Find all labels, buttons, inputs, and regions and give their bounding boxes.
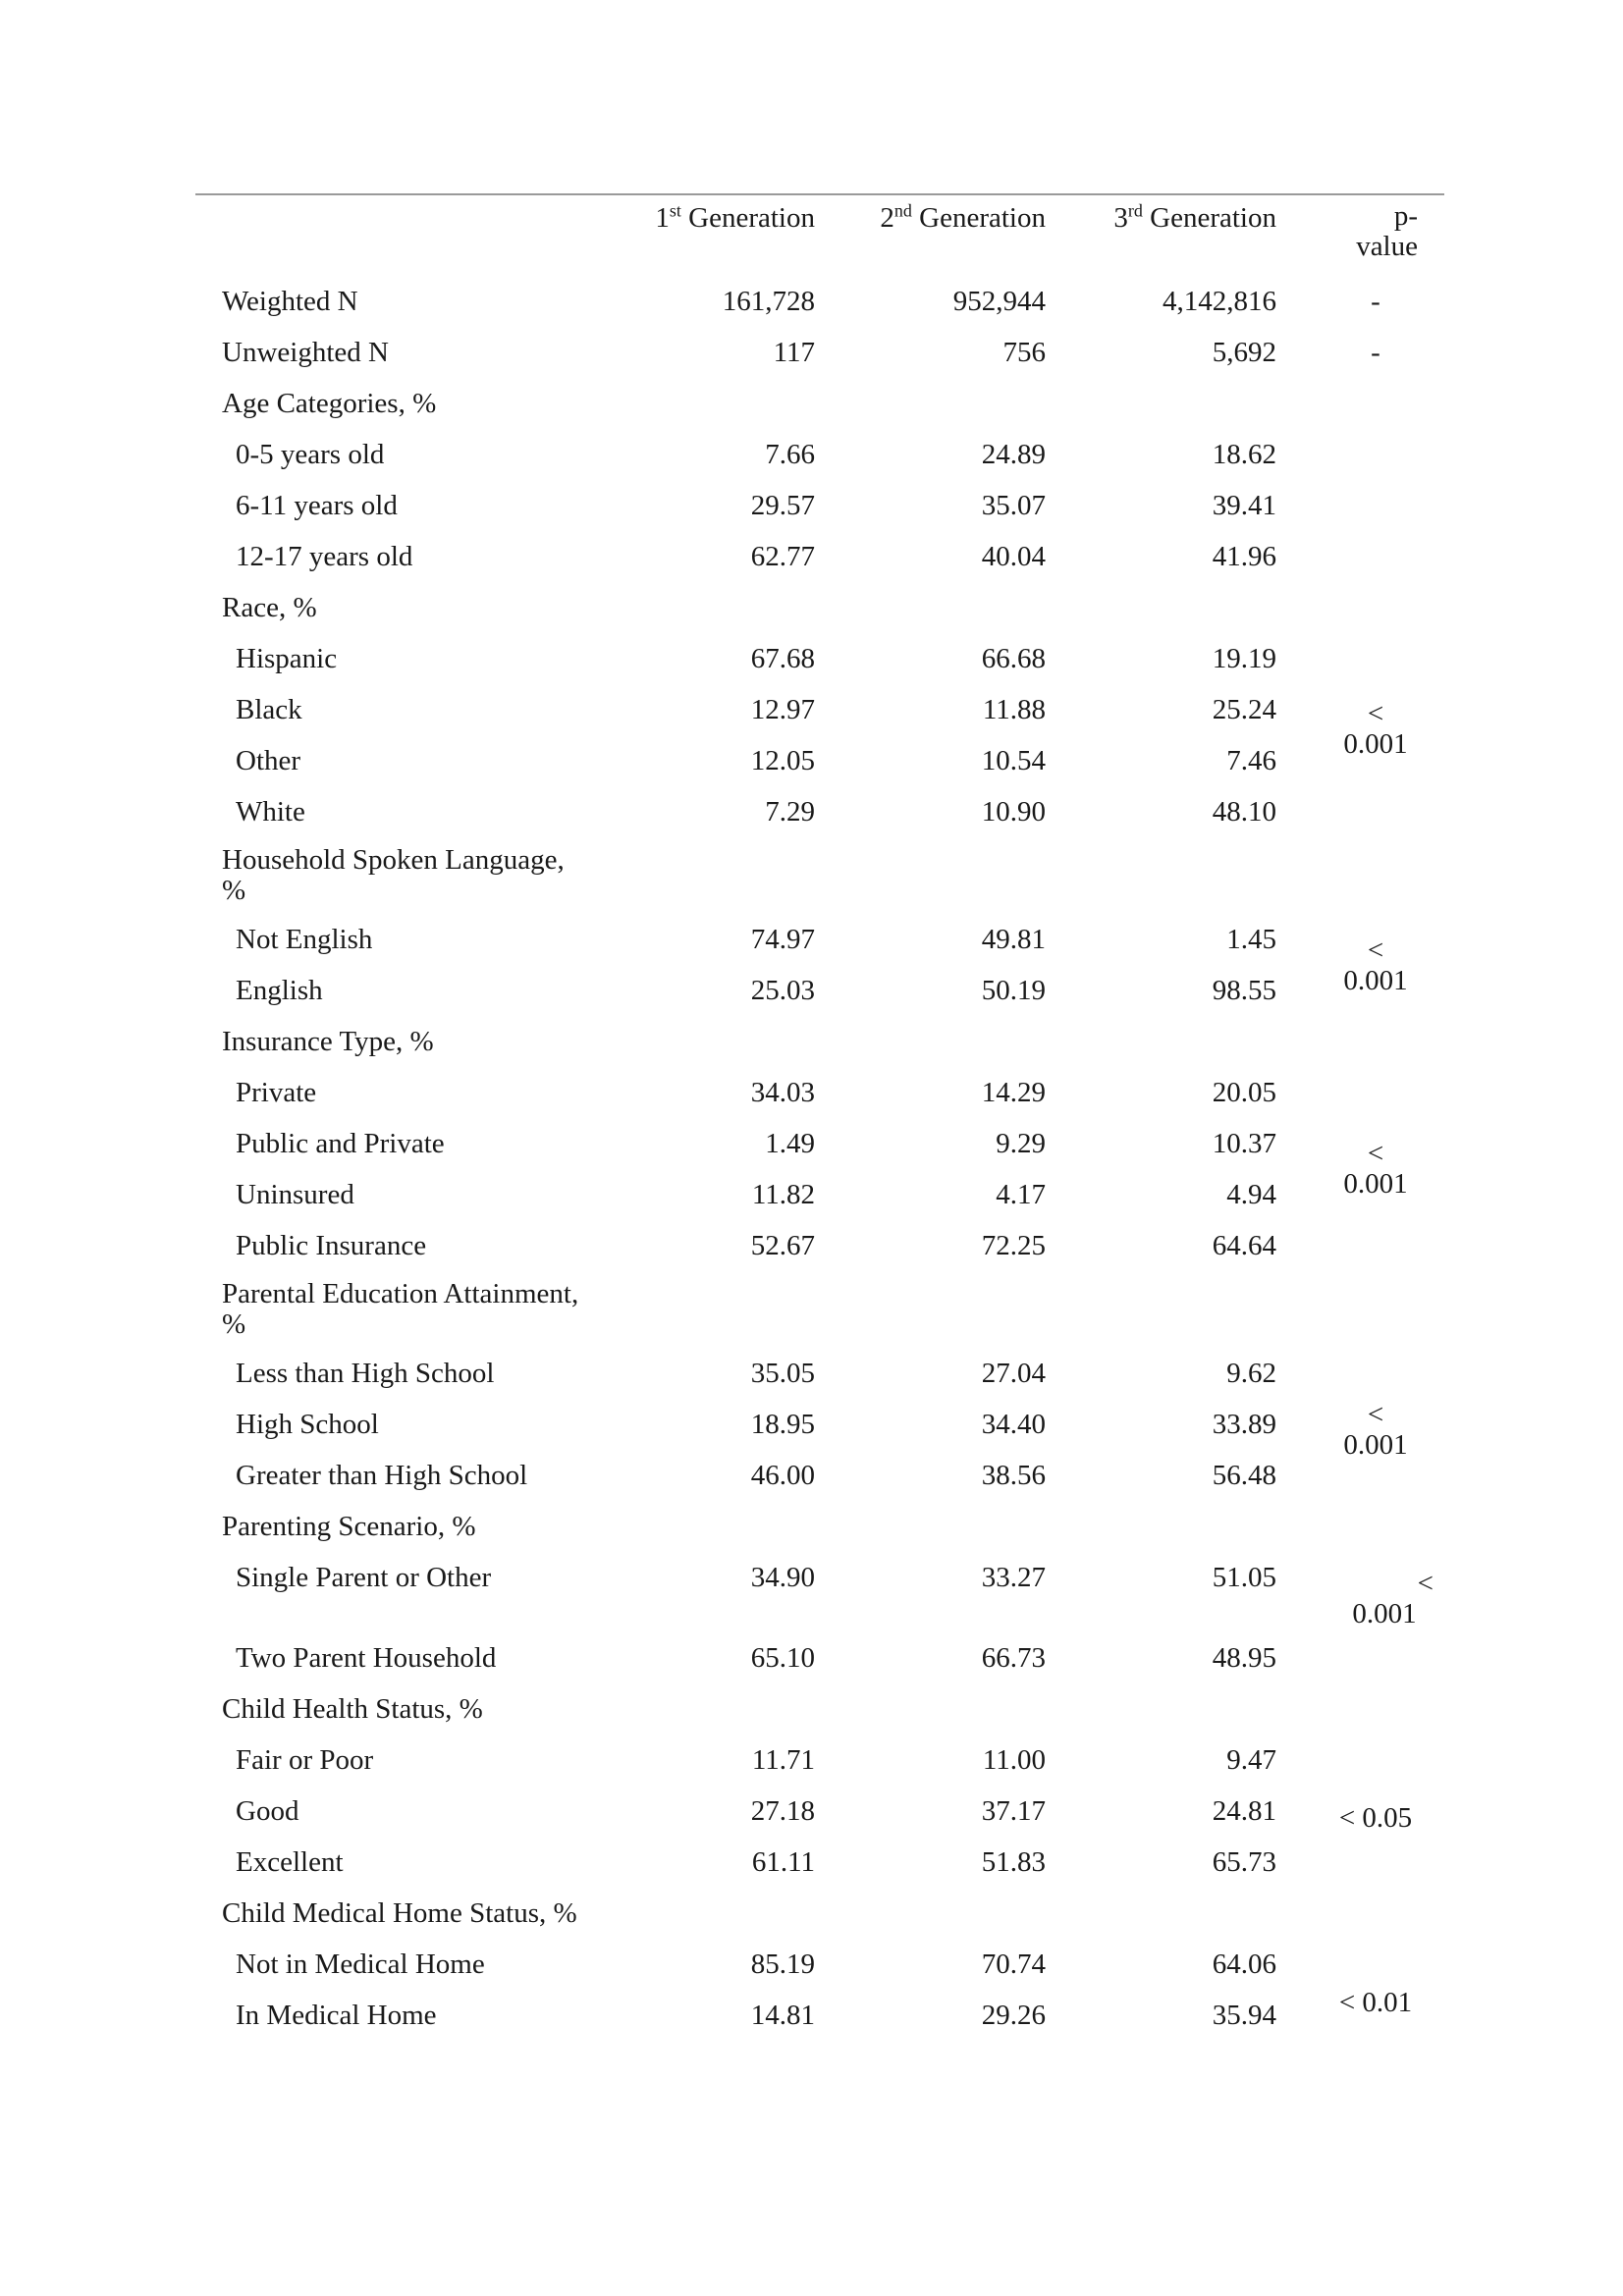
gen2-value: 34.40 — [981, 1409, 1046, 1440]
gen3-value: 24.81 — [1212, 1795, 1276, 1827]
pvalue-parenting: < 0.001 — [1352, 1568, 1434, 1629]
section-row — [0, 378, 1623, 429]
gen1-value: 11.71 — [751, 1744, 815, 1776]
row-label: Race, % — [222, 592, 317, 623]
gen3-value: 98.55 — [1212, 975, 1276, 1006]
row-label: Child Health Status, % — [222, 1693, 483, 1725]
gen2-value: 40.04 — [981, 541, 1046, 572]
gen1-value: 7.29 — [765, 796, 815, 828]
table-row — [0, 1632, 1623, 1683]
row-label: Uninsured — [236, 1179, 354, 1210]
gen3-value: 20.05 — [1212, 1077, 1276, 1108]
gen2-value: 952,944 — [952, 286, 1046, 317]
gen2-value: 4.17 — [996, 1179, 1046, 1210]
table-row — [0, 1067, 1623, 1118]
pvalue-health: < 0.05 — [1338, 1802, 1413, 1834]
table-row — [0, 276, 1623, 327]
gen3-value: 39.41 — [1212, 490, 1276, 521]
gen1-value: 14.81 — [750, 2000, 815, 2031]
gen2-value: 11.88 — [982, 694, 1046, 725]
gen3-value: 25.24 — [1212, 694, 1276, 725]
gen2-value: 9.29 — [996, 1128, 1046, 1159]
section-row — [0, 1888, 1623, 1939]
section-row — [0, 1501, 1623, 1552]
row-label: Not English — [236, 924, 373, 955]
gen2-value: 50.19 — [981, 975, 1046, 1006]
gen2-value: 756 — [1002, 337, 1046, 368]
gen2-value: 27.04 — [981, 1358, 1046, 1389]
header-gen3: 3rd Generation — [1113, 200, 1276, 234]
gen2-value: 14.29 — [981, 1077, 1046, 1108]
section-row — [0, 582, 1623, 633]
row-label: High School — [236, 1409, 379, 1440]
gen1-value: 18.95 — [750, 1409, 815, 1440]
pvalue-education: < 0.001 — [1343, 1399, 1408, 1461]
gen3-value: 64.64 — [1212, 1230, 1276, 1261]
pvalue-language: < 0.001 — [1343, 934, 1408, 996]
table-row — [0, 633, 1623, 684]
row-label: Unweighted N — [222, 337, 389, 368]
gen3-value: 56.48 — [1212, 1460, 1276, 1491]
row-label: Public Insurance — [236, 1230, 427, 1261]
row-label: Parenting Scenario, % — [222, 1511, 476, 1542]
gen3-value: 4.94 — [1226, 1179, 1276, 1210]
gen2-value: 49.81 — [981, 924, 1046, 955]
gen1-value: 11.82 — [751, 1179, 815, 1210]
row-label: Private — [236, 1077, 317, 1108]
pvalue-insurance: < 0.001 — [1343, 1138, 1408, 1200]
gen1-value: 65.10 — [750, 1642, 815, 1674]
row-label: 6-11 years old — [236, 490, 398, 521]
row-label: Not in Medical Home — [236, 1949, 485, 1980]
table-row — [0, 327, 1623, 378]
row-label: Less than High School — [236, 1358, 495, 1389]
gen1-value: 61.11 — [751, 1846, 815, 1878]
section-row — [0, 1683, 1623, 1735]
table-row — [0, 480, 1623, 531]
row-label: Greater than High School — [236, 1460, 528, 1491]
row-label: Other — [236, 745, 301, 776]
gen1-value: 7.66 — [765, 439, 815, 470]
table-row — [0, 1220, 1623, 1271]
section-row — [0, 1016, 1623, 1067]
row-label: Public and Private — [236, 1128, 445, 1159]
gen3-value: 33.89 — [1212, 1409, 1276, 1440]
gen1-value: 46.00 — [750, 1460, 815, 1491]
row-label: In Medical Home — [236, 2000, 437, 2031]
pvalue-value: - — [1371, 337, 1380, 368]
table-row — [0, 1735, 1623, 1786]
gen2-value: 66.68 — [981, 643, 1046, 674]
gen3-value: 48.95 — [1212, 1642, 1276, 1674]
table-row — [0, 429, 1623, 480]
gen2-value: 37.17 — [981, 1795, 1046, 1827]
header-pvalue: p- value — [1356, 200, 1418, 262]
row-label: Excellent — [236, 1846, 344, 1878]
gen2-value: 24.89 — [981, 439, 1046, 470]
gen2-value: 10.54 — [981, 745, 1046, 776]
gen1-value: 161,728 — [722, 286, 815, 317]
row-label: Good — [236, 1795, 299, 1827]
gen2-value: 70.74 — [981, 1949, 1046, 1980]
gen1-value: 67.68 — [750, 643, 815, 674]
gen2-value: 72.25 — [981, 1230, 1046, 1261]
pvalue-value: - — [1371, 286, 1380, 317]
row-label: Weighted N — [222, 286, 358, 317]
table-row — [0, 531, 1623, 582]
gen3-value: 48.10 — [1212, 796, 1276, 828]
gen1-value: 117 — [773, 337, 815, 368]
row-label: 0-5 years old — [236, 439, 385, 470]
table-row — [0, 1837, 1623, 1888]
gen3-value: 9.47 — [1226, 1744, 1276, 1776]
table-row — [0, 1348, 1623, 1399]
row-label: White — [236, 796, 305, 828]
gen2-value: 10.90 — [981, 796, 1046, 828]
pvalue-medical-home: < 0.01 — [1338, 1987, 1413, 2018]
row-label: Two Parent Household — [236, 1642, 497, 1674]
gen3-value: 1.45 — [1226, 924, 1276, 955]
gen3-value: 10.37 — [1212, 1128, 1276, 1159]
table-top-rule — [195, 193, 1444, 195]
gen2-value: 11.00 — [982, 1744, 1046, 1776]
gen1-value: 74.97 — [750, 924, 815, 955]
section-row — [0, 837, 1623, 906]
gen2-value: 66.73 — [981, 1642, 1046, 1674]
row-label: Black — [236, 694, 302, 725]
gen2-value: 29.26 — [981, 2000, 1046, 2031]
gen1-value: 34.03 — [750, 1077, 815, 1108]
gen1-value: 52.67 — [750, 1230, 815, 1261]
gen3-value: 18.62 — [1212, 439, 1276, 470]
gen3-value: 4,142,816 — [1163, 286, 1276, 317]
row-label: Parental Education Attainment, % — [222, 1278, 579, 1340]
row-label: 12-17 years old — [236, 541, 413, 572]
gen1-value: 29.57 — [750, 490, 815, 521]
header-gen1: 1st Generation — [655, 200, 815, 234]
row-label: Insurance Type, % — [222, 1026, 434, 1057]
row-label: Hispanic — [236, 643, 338, 674]
gen2-value: 38.56 — [981, 1460, 1046, 1491]
pvalue-race: < 0.001 — [1343, 698, 1408, 760]
gen1-value: 27.18 — [750, 1795, 815, 1827]
row-label: Child Medical Home Status, % — [222, 1897, 577, 1929]
gen3-value: 7.46 — [1226, 745, 1276, 776]
gen3-value: 51.05 — [1212, 1562, 1276, 1593]
row-label: Household Spoken Language, % — [222, 844, 565, 906]
gen1-value: 34.90 — [750, 1562, 815, 1593]
gen2-value: 51.83 — [981, 1846, 1046, 1878]
section-row — [0, 1271, 1623, 1340]
gen1-value: 85.19 — [750, 1949, 815, 1980]
row-label: English — [236, 975, 323, 1006]
gen1-value: 12.97 — [750, 694, 815, 725]
header-gen2: 2nd Generation — [880, 200, 1046, 234]
gen3-value: 19.19 — [1212, 643, 1276, 674]
gen1-value: 25.03 — [750, 975, 815, 1006]
row-label: Fair or Poor — [236, 1744, 374, 1776]
row-label: Age Categories, % — [222, 388, 437, 419]
gen3-value: 35.94 — [1212, 2000, 1276, 2031]
table-row — [0, 786, 1623, 837]
gen1-value: 62.77 — [750, 541, 815, 572]
gen3-value: 5,692 — [1212, 337, 1276, 368]
gen2-value: 33.27 — [981, 1562, 1046, 1593]
gen3-value: 65.73 — [1212, 1846, 1276, 1878]
gen1-value: 12.05 — [750, 745, 815, 776]
gen3-value: 41.96 — [1212, 541, 1276, 572]
gen1-value: 1.49 — [765, 1128, 815, 1159]
row-label: Single Parent or Other — [236, 1562, 492, 1593]
gen3-value: 9.62 — [1226, 1358, 1276, 1389]
gen3-value: 64.06 — [1212, 1949, 1276, 1980]
table-row — [0, 1939, 1623, 1990]
gen2-value: 35.07 — [981, 490, 1046, 521]
gen1-value: 35.05 — [750, 1358, 815, 1389]
